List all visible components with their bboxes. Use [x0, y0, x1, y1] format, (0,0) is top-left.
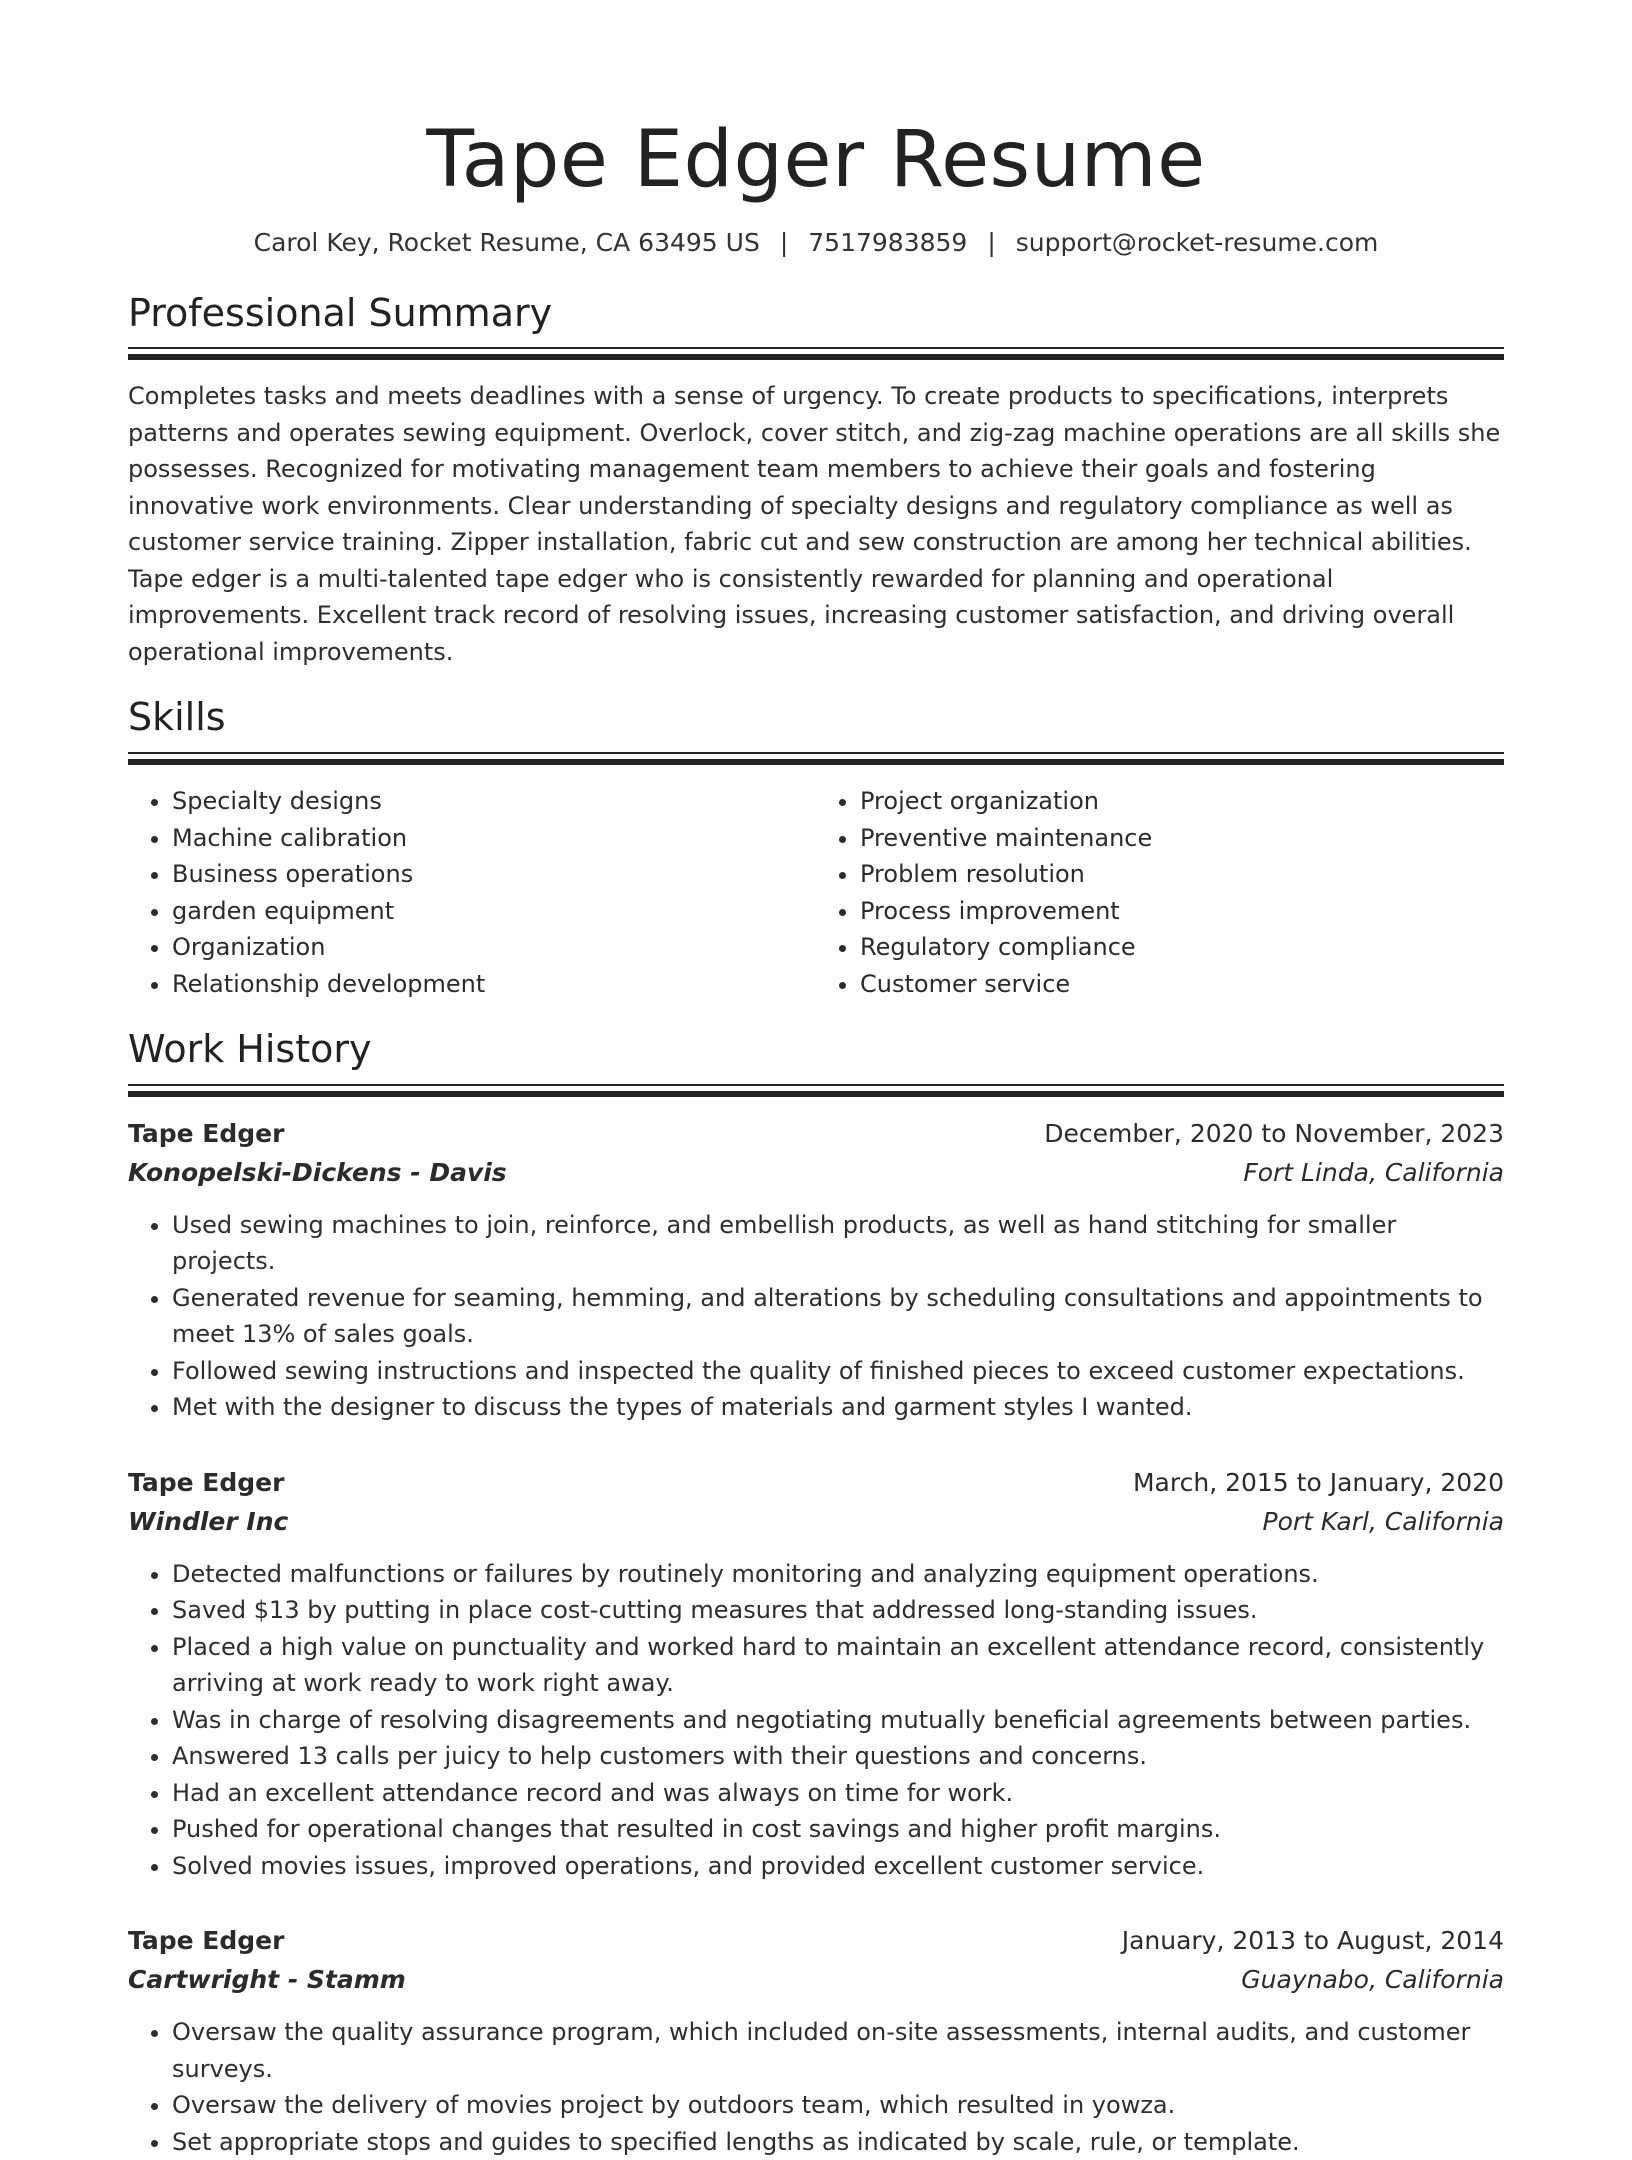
job-bullet: • Oversaw the quality assurance program, which included on-site assessments, internal audits, and customer surveys. — [172, 2014, 1504, 2087]
job-title: Tape Edger — [128, 1118, 285, 1148]
contact-separator: | — [987, 227, 996, 257]
skills-heading: Skills — [128, 695, 226, 740]
job-bullet: • Detected malfunctions or failures by routinely monitoring and analyzing equipment operations. — [172, 1556, 1504, 1593]
job-location: Guaynabo, California — [1241, 1965, 1504, 1995]
page-title: Tape Edger Resume — [426, 115, 1206, 205]
job-bullet: • Answered 13 calls per juicy to help customers with their questions and concerns. — [172, 1738, 1504, 1775]
skill-item: • Preventive maintenance — [860, 820, 1504, 857]
job-bullet: • Pushed for operational changes that resulted in cost savings and higher profit margins. — [172, 1811, 1504, 1848]
job-bullet: • Followed sewing instructions and inspected the quality of finished pieces to exceed customer expectations. — [172, 1353, 1504, 1390]
section-divider — [128, 752, 1504, 765]
job-dates: December, 2020 to November, 2023 — [1044, 1118, 1504, 1148]
skill-item: • Customer service — [860, 966, 1504, 1003]
job-company: Cartwright - Stamm — [128, 1965, 406, 1995]
summary-text: Completes tasks and meets deadlines with a sense of urgency. To create products to specifications, interprets patterns and operates sewing equipment. Overlock, cover stitch, and zig-zag machine operations are all skills she possesses. Recognized for motivating management team members to achieve their goals and fostering innovative work environments. Clear understanding of specialty designs and regulatory compliance as well as customer service training. Zipper installation, fabric cut and sew construction are among her technical abilities. Tape edger is a multi-talented tape edger who is consistently rewarded for planning and operational improvements. Excellent track record of resolving issues, increasing customer satisfaction, and driving overall operational improvements. — [128, 382, 1501, 666]
job-company: Konopelski-Dickens - Davis — [128, 1157, 507, 1187]
work-history-heading: Work History — [128, 1027, 372, 1072]
skill-item: • Regulatory compliance — [860, 929, 1504, 966]
summary-section — [128, 292, 1504, 671]
skill-item: • Project organization — [860, 783, 1504, 820]
job-dates: January, 2013 to August, 2014 — [1121, 1926, 1504, 1956]
job-bullet: • Placed a high value on punctuality and worked hard to maintain an excellent attendance record, consistently arriving at work ready to work right away. — [172, 1629, 1504, 1702]
job-company-row — [128, 1502, 1504, 1542]
job-bullet: • Used sewing machines to join, reinforce, and embellish products, as well as hand stitching for smaller projects. — [172, 1207, 1504, 1280]
skill-item: • garden equipment — [172, 893, 816, 930]
job-dates: March, 2015 to January, 2020 — [1132, 1467, 1504, 1497]
contact-address: Carol Key, Rocket Resume, CA 63495 US — [253, 227, 760, 257]
job-company-row — [128, 1960, 1504, 2000]
section-divider — [128, 347, 1504, 360]
job-bullet: • Was in charge of resolving disagreements and negotiating mutually beneficial agreements between parties. — [172, 1702, 1504, 1739]
job-entry — [128, 1464, 1504, 1885]
skill-item: • Specialty designs — [172, 783, 816, 820]
section-divider — [128, 1084, 1504, 1097]
contact-separator: | — [779, 227, 789, 257]
job-title: Tape Edger — [128, 1926, 285, 1956]
contact-line — [128, 228, 1504, 258]
job-title: Tape Edger — [128, 1467, 285, 1497]
job-bullets — [128, 1556, 1504, 1885]
job-bullets — [128, 2014, 1504, 2160]
job-header-row — [128, 1922, 1504, 1960]
skills-list-right — [816, 783, 1504, 1002]
job-bullet: • Met with the designer to discuss the types of materials and garment styles I wanted. — [172, 1389, 1504, 1426]
job-bullet: • Had an excellent attendance record and was always on time for work. — [172, 1775, 1504, 1812]
job-bullet: • Set appropriate stops and guides to specified lengths as indicated by scale, rule, or template. — [172, 2124, 1504, 2160]
job-entry — [128, 1922, 1504, 2160]
job-header-row — [128, 1464, 1504, 1502]
job-bullet: • Generated revenue for seaming, hemming, and alterations by scheduling consultations and appointments to meet 13% of sales goals. — [172, 1280, 1504, 1353]
skill-item: • Problem resolution — [860, 856, 1504, 893]
skills-list-left — [128, 783, 816, 1002]
skill-item: • Organization — [172, 929, 816, 966]
skill-item: • Process improvement — [860, 893, 1504, 930]
job-header-row — [128, 1115, 1504, 1153]
job-company-row — [128, 1153, 1504, 1193]
skills-columns — [128, 783, 1504, 1002]
job-location: Port Karl, California — [1262, 1506, 1504, 1536]
job-bullet: • Oversaw the delivery of movies project by outdoors team, which resulted in yowza. — [172, 2087, 1504, 2124]
skill-item: • Business operations — [172, 856, 816, 893]
summary-heading: Professional Summary — [128, 290, 553, 335]
skill-item: • Machine calibration — [172, 820, 816, 857]
job-bullet: • Saved $13 by putting in place cost-cutting measures that addressed long-standing issues. — [172, 1592, 1504, 1629]
job-location: Fort Linda, California — [1243, 1157, 1504, 1187]
contact-email[interactable]: support@rocket-resume.com — [1015, 227, 1379, 257]
skills-section — [128, 696, 1504, 1002]
contact-phone: 7517983859 — [808, 227, 968, 257]
job-company: Windler Inc — [128, 1506, 289, 1536]
job-bullet: • Solved movies issues, improved operations, and provided excellent customer service. — [172, 1848, 1504, 1885]
job-bullets — [128, 1207, 1504, 1426]
skill-item: • Relationship development — [172, 966, 816, 1003]
work-history-section — [128, 1028, 1504, 2160]
job-entry — [128, 1115, 1504, 1426]
